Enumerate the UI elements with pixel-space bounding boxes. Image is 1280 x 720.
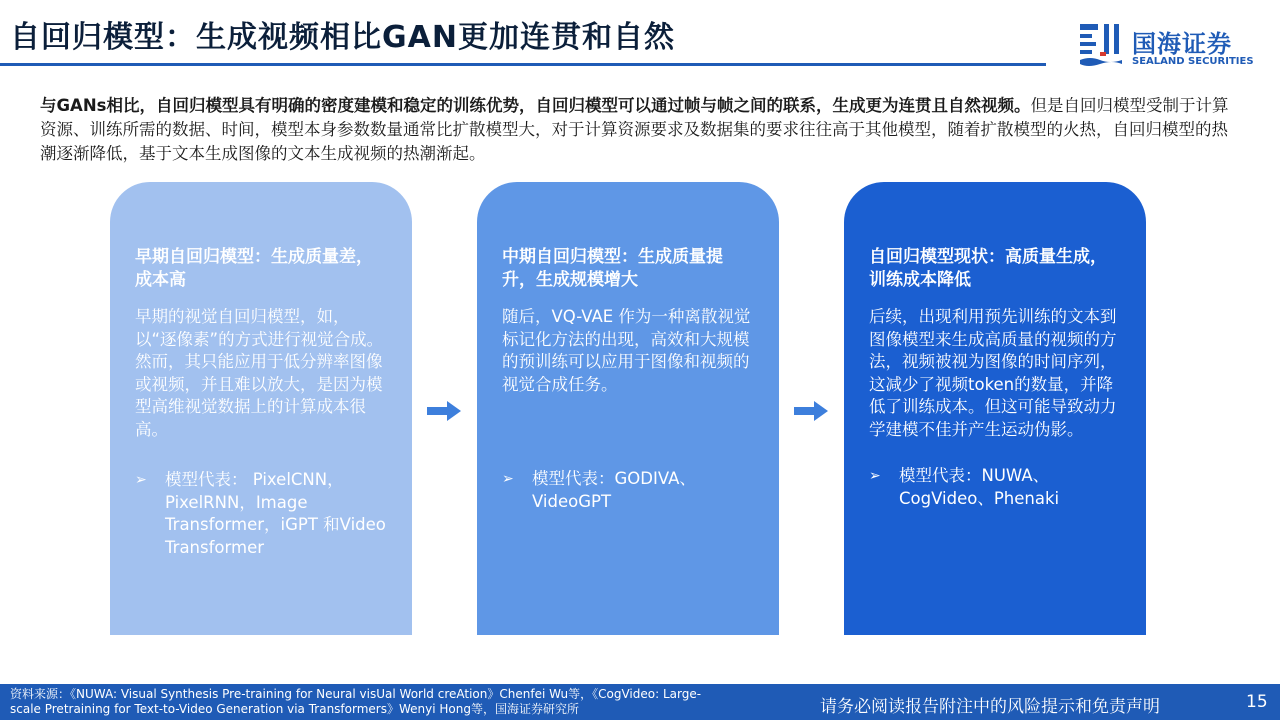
intro-regular-text: 但是自回归模型受制于计算资源、训练所需的数据、时间，模型本身参数数量通常比扩散模型大，对于计算资源要求及数据集的要求往往高于其他模型，随着扩散模型的火热，自回归模型的热潮逐渐降低，基于文本生成图像的文本生成视频的热潮渐起。 [40,96,1229,163]
card-heading: 早期自回归模型：生成质量差，成本高 [135,247,373,290]
logo-english-name: SEALAND SECURITIES [1132,56,1254,67]
card-body: 早期的视觉自回归模型，如，以“逐像素”的方式进行视觉合成。然而，其只能应用于低分辨率图像或视频，并且难以放大，是因为模型高维视觉数据上的计算成本很高。 [135,307,384,439]
title-underline [0,63,1046,66]
card-body: 随后，VQ-VAE 作为一种离散视觉标记化方法的出现，高效和大规模的预训练可以应用于图像和视频的视觉合成任务。 [502,307,751,394]
card-current-autoregressive [844,182,1146,635]
footer-bar [0,684,1280,720]
representatives-text: 模型代表：GODIVA、VideoGPT [532,469,696,511]
representatives-text: 模型代表：NUWA、CogVideo、Phenaki [899,466,1060,508]
card-heading: 自回归模型现状：高质量生成，训练成本降低 [869,247,1107,290]
right-arrow-icon [794,401,828,421]
company-logo [1078,22,1258,70]
card-heading: 中期自回归模型：生成质量提升，生成规模增大 [502,247,723,290]
intro-bold-text: 与GANs相比，自回归模型具有明确的密度建模和稳定的训练优势，自回归模型可以通过帧与帧之间的联系，生成更为连贯且自然视频。 [40,96,1031,115]
card-representatives [502,468,755,513]
intro-paragraph [40,94,1240,166]
page-title: 自回归模型：生成视频相比GAN更加连贯和自然 [10,20,675,55]
representatives-text: 模型代表： PixelCNN，PixelRNN，Image Transformer，iGPT 和Video Transformer [165,470,386,557]
card-middle-autoregressive [477,182,779,635]
card-representatives [135,469,388,559]
footer-disclaimer: 请务必阅读报告附注中的风险提示和免责声明 [820,697,1160,717]
card-early-autoregressive [110,182,412,635]
card-representatives [869,465,1122,510]
right-arrow-icon [427,401,461,421]
arrowhead-bullet-icon: ➢ [502,471,514,487]
logo-chinese-name: 国海证券 [1132,30,1232,58]
sealand-logo-icon [1078,22,1124,66]
page-number: 15 [1246,692,1268,712]
arrowhead-bullet-icon: ➢ [869,468,881,484]
card-body: 后续，出现利用预先训练的文本到图像模型来生成高质量的视频的方法，视频被视为图像的时间序列，这减少了视频token的数量，并降低了训练成本。但这可能导致动力学建模不佳并产生运动伪影。 [869,307,1117,439]
arrowhead-bullet-icon: ➢ [135,472,147,488]
footer-source-note: 资料来源：《NUWA: Visual Synthesis Pre-training for Neural visUal World creAtion》Chenfei Wu等，《CogVideo: Large-scale Pretraining for Text-to-Video Generation via Transformers》Wenyi Hong等，国海证券研究所 [10,687,702,716]
